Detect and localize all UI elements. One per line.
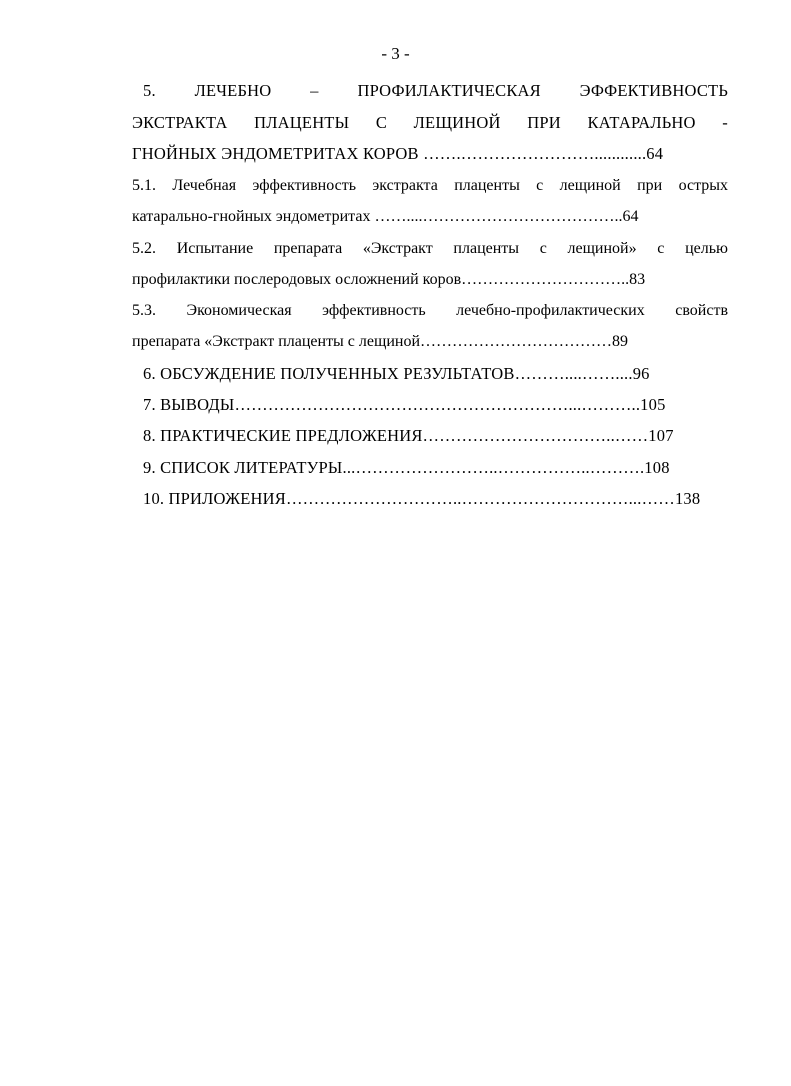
toc-chapter-10: 10. ПРИЛОЖЕНИЯ…………………………..…………………………...……138: [143, 489, 701, 508]
toc-section-5-3-line-1: 5.3. Экономическая эффективность лечебно-профилактических свойств: [132, 302, 728, 319]
toc-chapter-7: 7. ВЫВОДЫ……………………………………………………...………..105: [143, 395, 666, 414]
toc-section-5-1-line-2: катарально-гнойных эндометритах ……....………………………………..64: [132, 208, 639, 225]
page-number: - 3 -: [381, 44, 410, 63]
toc-chapter-5-line-3: ГНОЙНЫХ ЭНДОМЕТРИТАХ КОРОВ …….……………………............64: [132, 144, 664, 163]
toc-chapter-6: 6. ОБСУЖДЕНИЕ ПОЛУЧЕННЫХ РЕЗУЛЬТАТОВ………....……....96: [143, 364, 650, 383]
toc-chapter-5-line-2: ЭКСТРАКТА ПЛАЦЕНТЫ С ЛЕЩИНОЙ ПРИ КАТАРАЛЬНО -: [132, 113, 728, 132]
toc-chapter-8: 8. ПРАКТИЧЕСКИЕ ПРЕДЛОЖЕНИЯ……………………………..……107: [143, 426, 674, 445]
toc-chapter-9: 9. СПИСОК ЛИТЕРАТУРЫ...……………………..……………..……….108: [143, 458, 670, 477]
toc-section-5-2-line-1: 5.2. Испытание препарата «Экстракт плаценты с лещиной» с целью: [132, 240, 728, 257]
toc-chapter-5-line-1: 5. ЛЕЧЕБНО – ПРОФИЛАКТИЧЕСКАЯ ЭФФЕКТИВНОСТЬ: [143, 81, 728, 100]
toc-section-5-2-line-2: профилактики послеродовых осложнений коров…………………………..83: [132, 271, 646, 288]
toc-section-5-3-line-2: препарата «Экстракт плаценты с лещиной………………………………89: [132, 333, 628, 350]
toc-section-5-1-line-1: 5.1. Лечебная эффективность экстракта плаценты с лещиной при острых: [132, 177, 728, 194]
